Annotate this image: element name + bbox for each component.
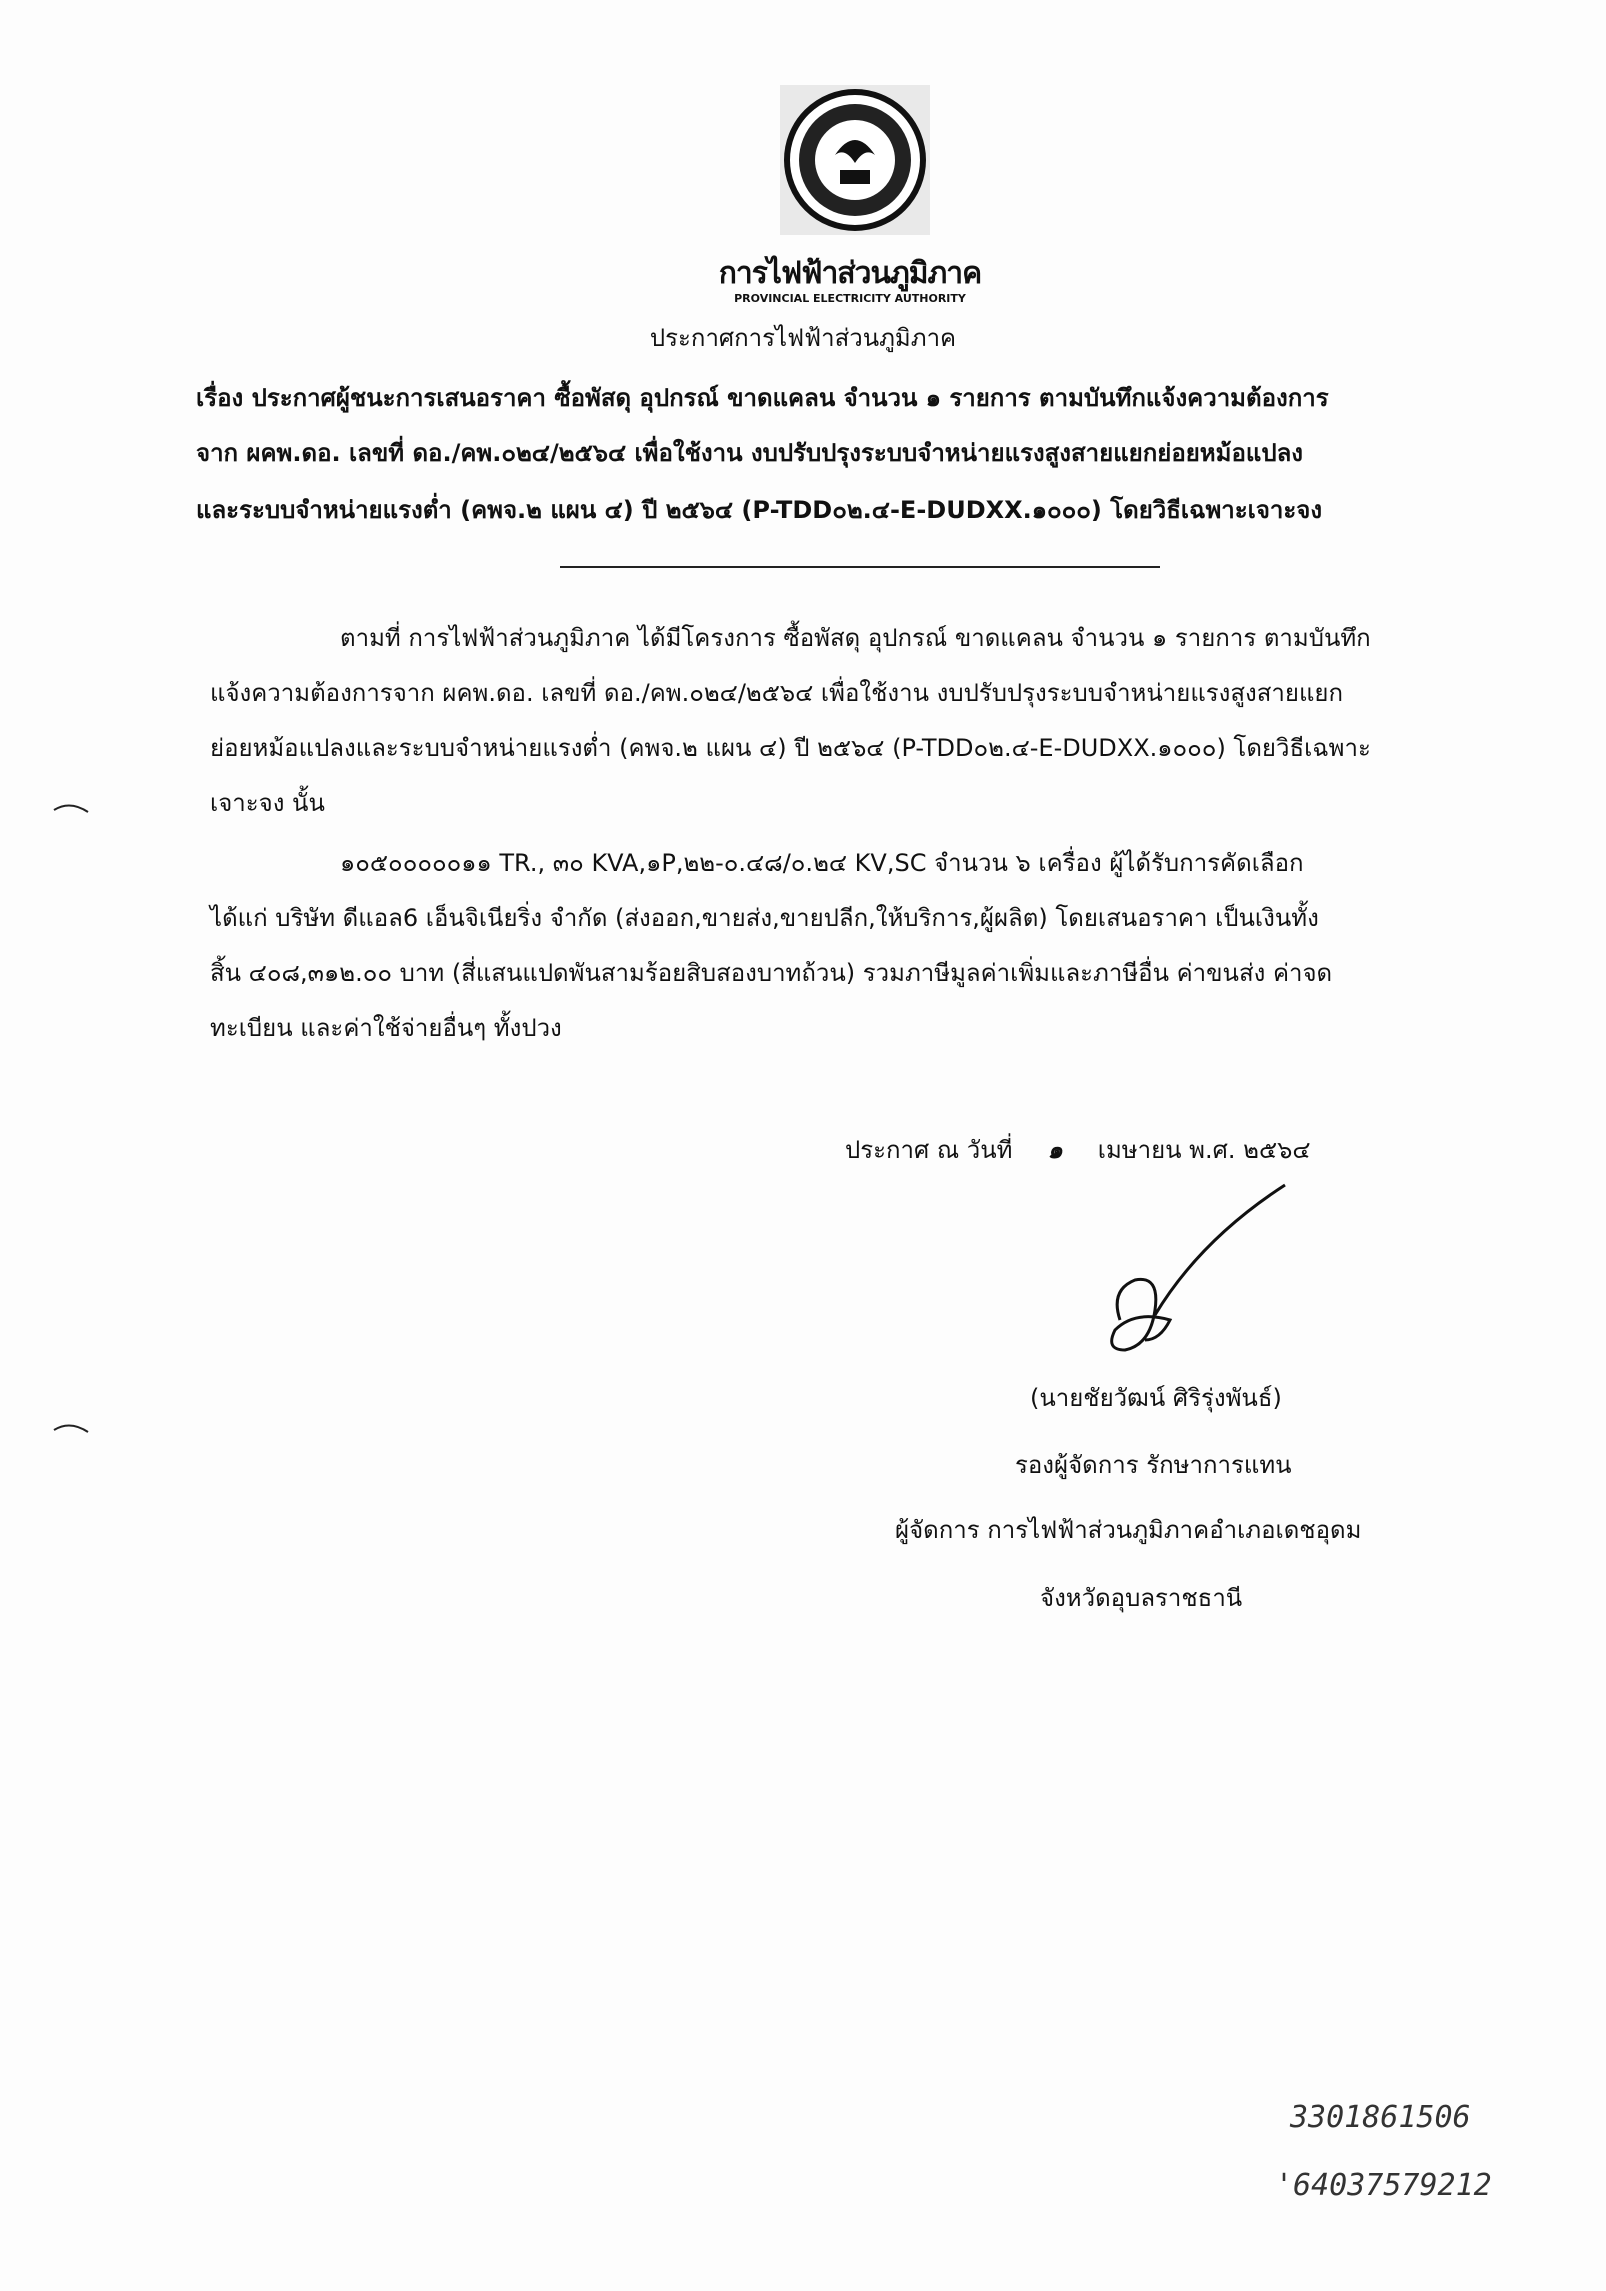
signatory-position-2: ผู้จัดการ การไฟฟ้าส่วนภูมิภาคอำเภอเดชอุดม (895, 1516, 1362, 1544)
subject-line-1: เรื่อง ประกาศผู้ชนะการเสนอราคา ซื้อพัสดุ อุปกรณ์ ขาดแคลน จำนวน ๑ รายการ ตามบันทึกแจ้งความต้องการ (196, 384, 1329, 412)
announcement-title: ประกาศการไฟฟ้าส่วนภูมิภาค (649, 324, 957, 352)
paragraph-1-line-1: ตามที่ การไฟฟ้าส่วนภูมิภาค ได้มีโครงการ ซื้อพัสดุ อุปกรณ์ ขาดแคลน จำนวน ๑ รายการ ตามบันทึก (340, 624, 1371, 652)
subject-line-2: จาก ผคพ.ดอ. เลขที่ ดอ./คพ.๐๒๔/๒๕๖๔ เพื่อใช้งาน งบปรับปรุงระบบจำหน่ายแรงสูงสายแยกย่อยหม้อแปลง (196, 439, 1303, 467)
paragraph-2-line-3: สิ้น ๔๐๘,๓๑๒.๐๐ บาท (สี่แสนแปดพันสามร้อยสิบสองบาทถ้วน) รวมภาษีมูลค่าเพิ่มและภาษีอื่น ค่าขนส่ง ค่าจด (210, 959, 1333, 987)
signatory-position-1: รองผู้จัดการ รักษาการแทน (1015, 1451, 1292, 1479)
divider-line (560, 566, 1160, 568)
paragraph-2-line-1: ๑๐๕๐๐๐๐๐๑๑ TR., ๓๐ KVA,๑P,๒๒-๐.๔๘/๐.๒๔ KV,SC จำนวน ๖ เครื่อง ผู้ได้รับการคัดเลือก (340, 849, 1304, 877)
date-prefix: ประกาศ ณ วันที่ (845, 1136, 1013, 1164)
signature-image (1100, 1170, 1300, 1390)
scan-mark (52, 1420, 92, 1434)
handwritten-number-1: 3301861506 (1290, 2100, 1471, 2135)
date-line (845, 1130, 1311, 1169)
date-suffix: เมษายน พ.ศ. ๒๕๖๔ (1097, 1136, 1311, 1164)
subject-line-3: และระบบจำหน่ายแรงต่ำ (คพจ.๒ แผน ๔) ปี ๒๕๖๔ (P-TDD๐๒.๔-E-DUDXX.๑๐๐๐) โดยวิธีเฉพาะเจาะจง (196, 496, 1323, 524)
date-day: ๑ (1047, 1136, 1063, 1164)
paragraph-1-line-4: เจาะจง นั้น (210, 789, 325, 817)
logo-text-thai: การไฟฟ้าส่วนภูมิภาค (718, 256, 982, 291)
paragraph-2-line-2: ได้แก่ บริษัท ดีแอล6 เอ็นจิเนียริ่ง จำกัด (ส่งออก,ขายส่ง,ขายปลีก,ให้บริการ,ผู้ผลิต) โดยเสนอราคา เป็นเงินทั้ง (210, 904, 1319, 932)
scan-mark (52, 800, 92, 814)
logo-text-english: PROVINCIAL ELECTRICITY AUTHORITY (734, 292, 966, 305)
signatory-position-3: จังหวัดอุบลราชธานี (1040, 1584, 1243, 1612)
handwritten-number-2: '64037579212 (1275, 2168, 1492, 2203)
paragraph-2-line-4: ทะเบียน และค่าใช้จ่ายอื่นๆ ทั้งปวง (210, 1014, 562, 1042)
pea-emblem-icon (780, 85, 930, 235)
signatory-name: (นายชัยวัฒน์ ศิริรุ่งพันธ์) (1030, 1384, 1282, 1412)
paragraph-1-line-2: แจ้งความต้องการจาก ผคพ.ดอ. เลขที่ ดอ./คพ.๐๒๔/๒๕๖๔ เพื่อใช้งาน งบปรับปรุงระบบจำหน่ายแรงสูงสายแยก (210, 679, 1344, 707)
paragraph-1-line-3: ย่อยหม้อแปลงและระบบจำหน่ายแรงต่ำ (คพจ.๒ แผน ๔) ปี ๒๕๖๔ (P-TDD๐๒.๔-E-DUDXX.๑๐๐๐) โดยวิธีเฉพาะ (210, 734, 1371, 762)
